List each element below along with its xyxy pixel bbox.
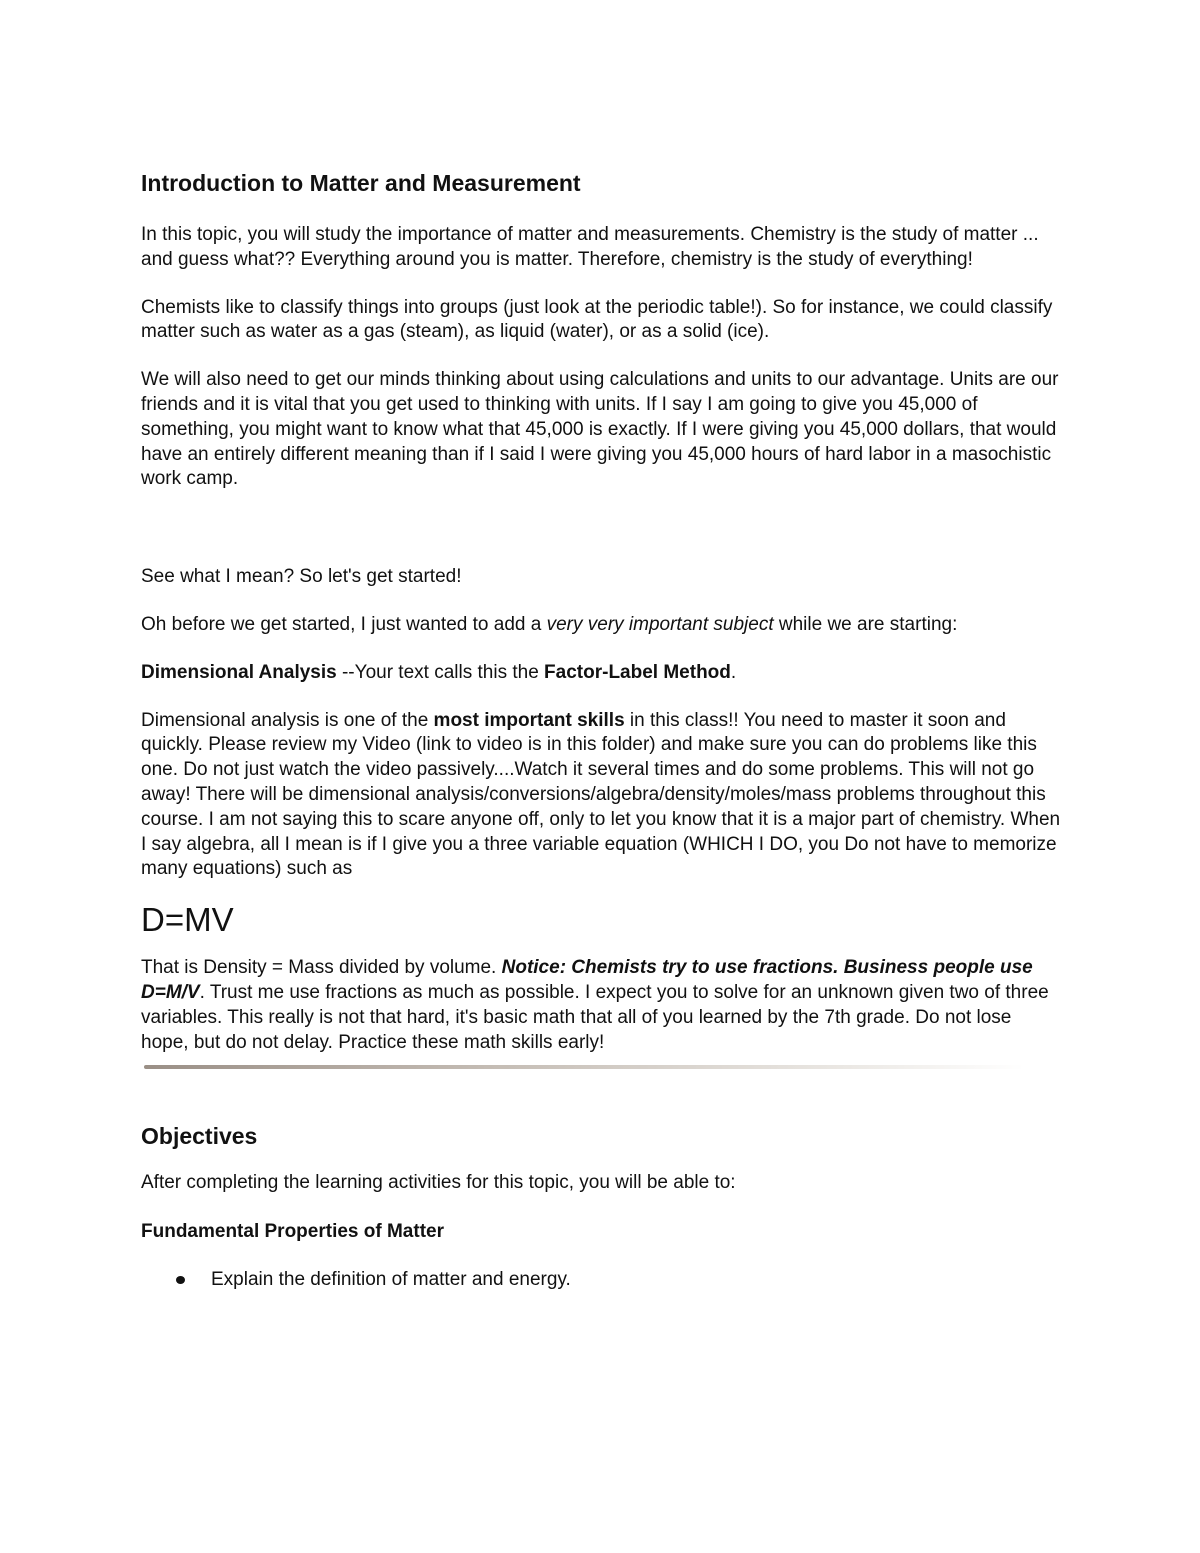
dimensional-analysis-paragraph	[141, 661, 1061, 686]
bullet-icon	[176, 1276, 185, 1284]
important-subject-paragraph	[141, 613, 1061, 638]
page-title: Introduction to Matter and Measurement	[141, 170, 581, 196]
objectives-list	[141, 1268, 1061, 1292]
text-run: --Your text calls this the	[336, 661, 545, 683]
bold-italic-notice: Notice: Chemists try to use fractions. Business people use D=M/V	[141, 957, 1033, 1003]
document-page	[141, 168, 1061, 1292]
text-run: That is Density = Mass divided by volume.	[141, 957, 502, 979]
text-run: Oh before we get started, I just wanted to add a	[141, 613, 547, 635]
list-item	[141, 1268, 1061, 1292]
horizontal-divider	[144, 1065, 1024, 1069]
bold-most-important-skills: most important skills	[433, 709, 625, 731]
bold-term-factor-label: Factor-Label Method	[544, 661, 731, 683]
fundamental-properties-heading: Fundamental Properties of Matter	[141, 1221, 444, 1243]
intro-paragraph: In this topic, you will study the importance of matter and measurements. Chemistry is the study of matter ... and guess what?? Everything around you is matter. Therefore, chemistry is the study of everything!	[141, 224, 1039, 270]
equation: D=MV	[141, 901, 234, 939]
text-run: in this class!! You need to master it soon and quickly. Please review my Video (link to video is in this folder) and make sure you can do problems like this one. Do not just watch the video passively....Watch it several times and do some problems. This will not go away! There will be dimensional analysis/conversions/algebra/density/moles/mass problems throughout this course. I am not saying this to scare anyone off, only to let you know that it is a major part of chemistry. When I say algebra, all I mean is if I give you a three variable equation (WHICH I DO, you Do not have to memorize many equations) such as	[141, 709, 1061, 880]
spacer	[141, 515, 1061, 565]
classify-paragraph: Chemists like to classify things into groups (just look at the periodic table!). So for instance, we could classify matter such as water as a gas (steam), as liquid (water), or as a solid (ice).	[141, 296, 1053, 343]
get-started-paragraph: See what I mean? So let's get started!	[141, 566, 462, 588]
text-run: Dimensional analysis is one of the	[141, 709, 434, 731]
skills-paragraph	[141, 709, 1061, 883]
text-run: while we are starting:	[773, 613, 958, 635]
list-item-text: Explain the definition of matter and energy.	[211, 1269, 571, 1291]
bold-term-dimensional-analysis: Dimensional Analysis	[141, 661, 337, 683]
italic-emphasis: very very important subject	[546, 613, 774, 635]
text-run: .	[730, 661, 737, 683]
units-paragraph: We will also need to get our minds thinking about using calculations and units to our advantage. Units are our friends and it is vital that you get used to thinking with units. If I say I am going to give you 45,000 of something, you might want to know what that 45,000 is exactly. If I were giving you 45,000 dollars, that would have an entirely different meaning than if I said I were giving you 45,000 hours of hard labor in a masochistic work camp.	[141, 369, 1059, 490]
objectives-heading: Objectives	[141, 1123, 258, 1150]
objectives-intro: After completing the learning activities for this topic, you will be able to:	[141, 1172, 736, 1194]
text-run: . Trust me use fractions as much as possible. I expect you to solve for an unknown given two of three variables. This really is not that hard, it's basic math that all of you learned by the 7th grade. Do not lose hope, but do not delay. Practice these math skills early!	[141, 981, 1049, 1053]
density-paragraph	[141, 956, 1061, 1055]
